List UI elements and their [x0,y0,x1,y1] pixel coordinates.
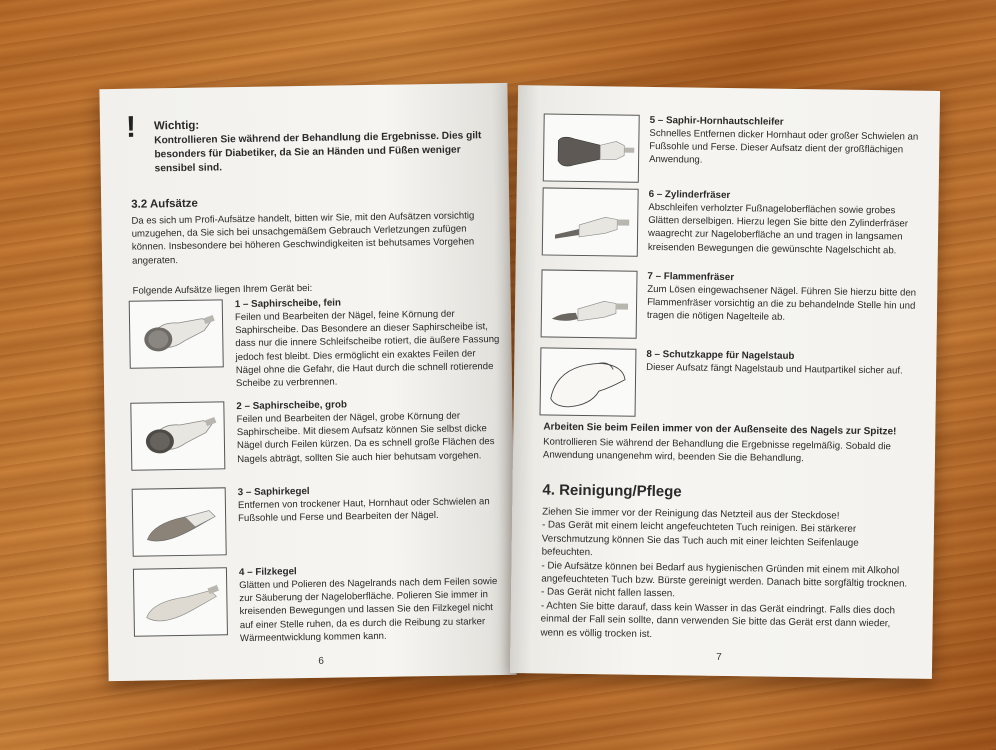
felt-cone-image [133,567,228,636]
page-number: 7 [716,651,722,663]
attachment-title: 6 – Zylinderfräser [648,188,731,202]
attachment-text: Schnelles Entfernen dicker Hornhaut oder großer Schwielen an Fußsohle und Ferse. Dieser Aufsatz dient der großflächigen Anwendung. [649,127,919,167]
attachment-title: 5 – Saphir-Hornhautschleifer [649,114,784,128]
attachment-item-5 [544,113,924,167]
monitoring-text: Kontrollieren Sie während der Behandlung die Ergebnisse regelmäßig. Sobald die Anwendung unangenehm wird, beenden Sie die Behandlung. [542,436,891,465]
right-page [510,85,940,679]
flame-cutter-image [541,269,638,338]
attachment-text: Abschleifen verholzter Fußnageloberflächen sowie grobes Glätten derselbigen. Hierzu legen Sie bitte den Zylinderfräser waagrecht zur Nageloberfläche an und tragen in langsamen kreisenden Bewegungen die gewünschte Nagelschicht ab. [647,201,909,256]
left-page [99,83,516,681]
dust-cap-image [540,347,637,416]
cylinder-cutter-image [542,187,639,256]
attachment-text: Feilen und Bearbeiten der Nägel, feine Körnung der Saphirscheibe. Das Besondere an dieser Saphirscheibe ist, dass nur die innere Schleifscheibe rotiert, die äußere Fassung jedoch fest bleibt. Dies ermöglicht ein exaktes Feilen der Nägel ohne die Gefahr, die Haut durch die schnell rotierende Scheibe zu verbrennen. [234,308,500,390]
warning-text: Kontrollieren Sie während der Behandlung die Ergebnisse. Dies gilt besonders für Diabetiker, da Sie an Händen und Füßen weniger sensibel sind. [154,130,482,175]
cleaning-bullet: - Die Aufsätze können bei Bedarf aus hygienischen Gründen mit einem mit Alkohol angefeuchteten Tuch bzw. Bürste gereinigt werden. Danach bitte sorgfältig trocknen. [541,560,908,590]
cleaning-intro: Ziehen Sie immer vor der Reinigung das Netzteil aus der Steckdose! [542,506,840,522]
section-title-reinigung: 4. Reinigung/Pflege [542,481,682,501]
section-title-aufsaetze: 3.2 Aufsätze [131,197,198,211]
attachment-item-8 [540,347,920,377]
attachment-text: Entfernen von trockener Haut, Hornhaut oder Schwielen an Fußsohle und Ferse und Bearbeiten der Nägel. [237,496,490,525]
attachment-title: 7 – Flammenfräser [647,270,735,284]
attachment-text: Zum Lösen eingewachsener Nägel. Führen Sie hierzu bitte den Flammenfräser vorsichtig an die zu behandelnde Stelle hin und tragen die nötigen Nagelteile ab. [646,283,917,324]
attachment-title: 3 – Saphirkegel [237,485,310,499]
attachment-item-3 [132,483,504,525]
attachment-text: Glätten und Polieren des Nagelrands nach dem Feilen sowie zur Säuberung der Nageloberfläche. Polieren Sie immer in kreisenden Bewegungen und lassen Sie den Filzkegel nicht auf einer Stelle ruhen, da es durch die Reibung zu starker Wärmeentwicklung kommen kann. [239,576,498,644]
attachment-item-7 [542,269,922,324]
page-number: 6 [318,655,325,667]
attachment-title: 2 – Saphirscheibe, grob [236,399,347,413]
sapphire-cone-image [132,487,227,556]
attachment-title: 4 – Filzkegel [238,566,297,579]
cleaning-bullet: - Achten Sie bitte darauf, dass kein Wasser in das Gerät eindringt. Falls dies doch einmal der Fall sein sollte, dann verwenden Sie bitte das Gerät erst dann wieder, wenn es völlig trocken ist. [540,600,896,640]
attachment-title: 8 – Schutzkappe für Nagelstaub [646,348,795,362]
warning-icon: ! [125,110,137,144]
section-intro: Da es sich um Profi-Aufsätze handelt, bitten wir Sie, mit den Aufsätzen vorsichtig umzugehen, da Sie sich bei unsachgemäßem Gebrauch Verletzungen zufügen können. Insbesondere bei höheren Geschwindigkeiten ist behutsames Vorgehen angeraten. [131,210,475,267]
attachment-item-2 [130,397,502,465]
attachment-item-6 [543,187,923,256]
attachments-lead: Folgende Aufsätze liegen Ihrem Gerät bei: [132,282,313,297]
attachment-item-4 [133,563,505,644]
sapphire-callus-remover-image [543,113,640,182]
cleaning-bullet: - Das Gerät nicht fallen lassen. [540,586,676,600]
sapphire-disc-fine-image [129,299,224,368]
attachment-text: Feilen und Bearbeiten der Nägel, grobe Körnung der Saphirscheibe. Mit diesem Aufsatz können Sie selbst dicke Nägel durch Feilen kürzen. Da es schnell große Flächen des Nagels abträgt, sollten Sie auch hier behutsam vorgehen. [236,410,495,465]
filing-direction-warning: Arbeiten Sie beim Feilen immer von der Außenseite des Nagels zur Spitze! [543,421,897,438]
attachment-text: Dieser Aufsatz fängt Nagelstaub und Hautpartikel sicher auf. [646,361,903,377]
attachment-title: 1 – Saphirscheibe, fein [234,297,342,311]
sapphire-disc-coarse-image [130,401,225,470]
cleaning-list [540,505,910,644]
cleaning-bullet: - Das Gerät mit einem leicht angefeuchteten Tuch reinigen. Bei stärkerer Verschmutzung können Sie das Tuch auch mit einer leichten Seifenlauge befeuchten. [541,519,859,559]
warning-title: Wichtig: [153,119,200,133]
